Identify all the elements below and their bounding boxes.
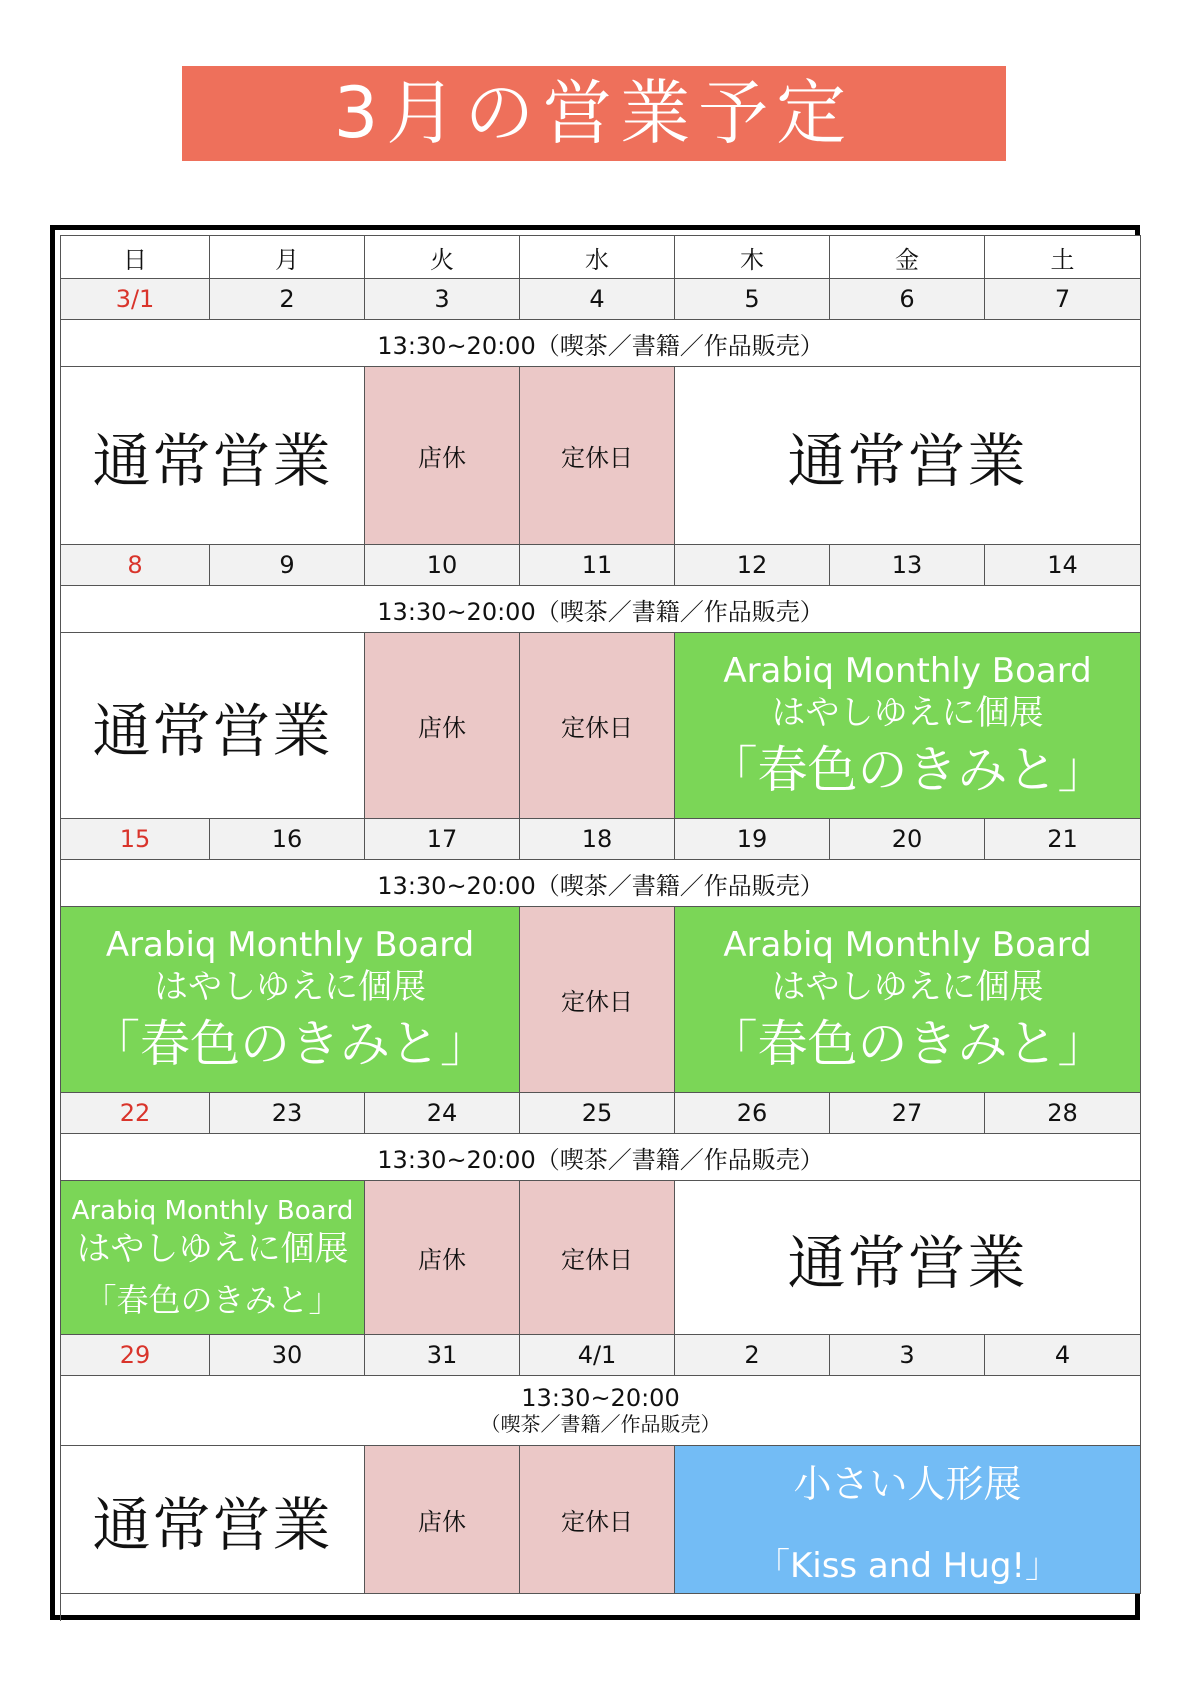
exhibition-series: Arabiq Monthly Board	[723, 650, 1092, 691]
hours-row: 13:30~20:00（喫茶／書籍／作品販売）	[61, 1134, 1141, 1181]
hours-time: 13:30~20:00	[521, 1384, 680, 1413]
exhibition-block	[61, 907, 520, 1093]
normal-business-block: 通常営業	[61, 367, 365, 545]
date-cell: 2	[675, 1335, 830, 1376]
regular-holiday-cell: 定休日	[520, 1446, 675, 1594]
regular-holiday-cell: 定休日	[520, 1181, 675, 1335]
regular-holiday-cell: 定休日	[520, 907, 675, 1093]
date-cell: 16	[210, 819, 365, 860]
exhibition-series: Arabiq Monthly Board	[71, 1196, 354, 1226]
date-cell: 24	[365, 1093, 520, 1134]
date-cell: 4	[985, 1335, 1141, 1376]
exhibition-title: 「春色のきみと」	[90, 1014, 490, 1073]
date-cell: 6	[830, 279, 985, 320]
weekday-sat: 土	[985, 236, 1141, 279]
date-cell: 4	[520, 279, 675, 320]
exhibition-title: 「春色のきみと」	[707, 740, 1108, 799]
exhibition-artist: はやしゆえに個展	[771, 693, 1044, 734]
exhibition-series: Arabiq Monthly Board	[723, 924, 1092, 965]
date-cell: 10	[365, 545, 520, 586]
date-cell: 14	[985, 545, 1141, 586]
date-cell: 28	[985, 1093, 1141, 1134]
page-title: 3月の営業予定	[182, 66, 1006, 161]
doll-exhibition-name: 小さい人形展	[793, 1461, 1022, 1506]
weekday-mon: 月	[210, 236, 365, 279]
weekday-thu: 木	[675, 236, 830, 279]
date-cell: 12	[675, 545, 830, 586]
calendar-grid	[60, 235, 1141, 1621]
date-cell: 2	[210, 279, 365, 320]
date-cell: 30	[210, 1335, 365, 1376]
date-cell: 19	[675, 819, 830, 860]
date-cell: 27	[830, 1093, 985, 1134]
exhibition-block	[675, 907, 1141, 1093]
date-cell: 3	[830, 1335, 985, 1376]
date-cell: 21	[985, 819, 1141, 860]
date-cell: 13	[830, 545, 985, 586]
date-cell: 15	[61, 819, 210, 860]
date-cell: 4/1	[520, 1335, 675, 1376]
date-cell: 8	[61, 545, 210, 586]
hours-row: 13:30~20:00（喫茶／書籍／作品販売）	[61, 586, 1141, 633]
store-closed-cell: 店休	[365, 1181, 520, 1335]
date-cell: 22	[61, 1093, 210, 1134]
date-cell: 31	[365, 1335, 520, 1376]
date-cell: 5	[675, 279, 830, 320]
exhibition-title: 「春色のきみと」	[707, 1014, 1108, 1073]
date-cell: 25	[520, 1093, 675, 1134]
weekday-sun: 日	[61, 236, 210, 279]
date-cell: 9	[210, 545, 365, 586]
normal-business-block: 通常営業	[61, 1446, 365, 1594]
weekday-tue: 火	[365, 236, 520, 279]
store-closed-cell: 店休	[365, 1446, 520, 1594]
date-cell: 7	[985, 279, 1141, 320]
date-cell: 17	[365, 819, 520, 860]
hours-note: （喫茶／書籍／作品販売）	[480, 1411, 721, 1436]
date-cell: 20	[830, 819, 985, 860]
date-cell: 3	[365, 279, 520, 320]
store-closed-cell: 店休	[365, 367, 520, 545]
date-cell: 23	[210, 1093, 365, 1134]
regular-holiday-cell: 定休日	[520, 633, 675, 819]
normal-business-block: 通常営業	[675, 1181, 1141, 1335]
date-cell: 3/1	[61, 279, 210, 320]
hours-row: 13:30~20:00（喫茶／書籍／作品販売）	[61, 860, 1141, 907]
exhibition-block	[61, 1181, 365, 1335]
hours-row: 13:30~20:00（喫茶／書籍／作品販売）	[61, 320, 1141, 367]
exhibition-artist: はやしゆえに個展	[76, 1228, 349, 1269]
doll-exhibition-title: 「Kiss and Hug!」	[755, 1545, 1060, 1586]
doll-exhibition-block	[675, 1446, 1141, 1594]
exhibition-series: Arabiq Monthly Board	[105, 924, 475, 965]
exhibition-block	[675, 633, 1141, 819]
exhibition-title: 「春色のきみと」	[84, 1281, 341, 1319]
normal-business-block: 通常営業	[675, 367, 1141, 545]
weekday-fri: 金	[830, 236, 985, 279]
store-closed-cell: 店休	[365, 633, 520, 819]
date-cell: 11	[520, 545, 675, 586]
date-cell: 18	[520, 819, 675, 860]
normal-business-block: 通常営業	[61, 633, 365, 819]
schedule-calendar	[50, 225, 1140, 1620]
weekday-wed: 水	[520, 236, 675, 279]
exhibition-artist: はやしゆえに個展	[154, 967, 426, 1008]
date-cell: 29	[61, 1335, 210, 1376]
exhibition-artist: はやしゆえに個展	[771, 967, 1044, 1008]
hours-row	[61, 1376, 1141, 1446]
date-cell: 26	[675, 1093, 830, 1134]
regular-holiday-cell: 定休日	[520, 367, 675, 545]
